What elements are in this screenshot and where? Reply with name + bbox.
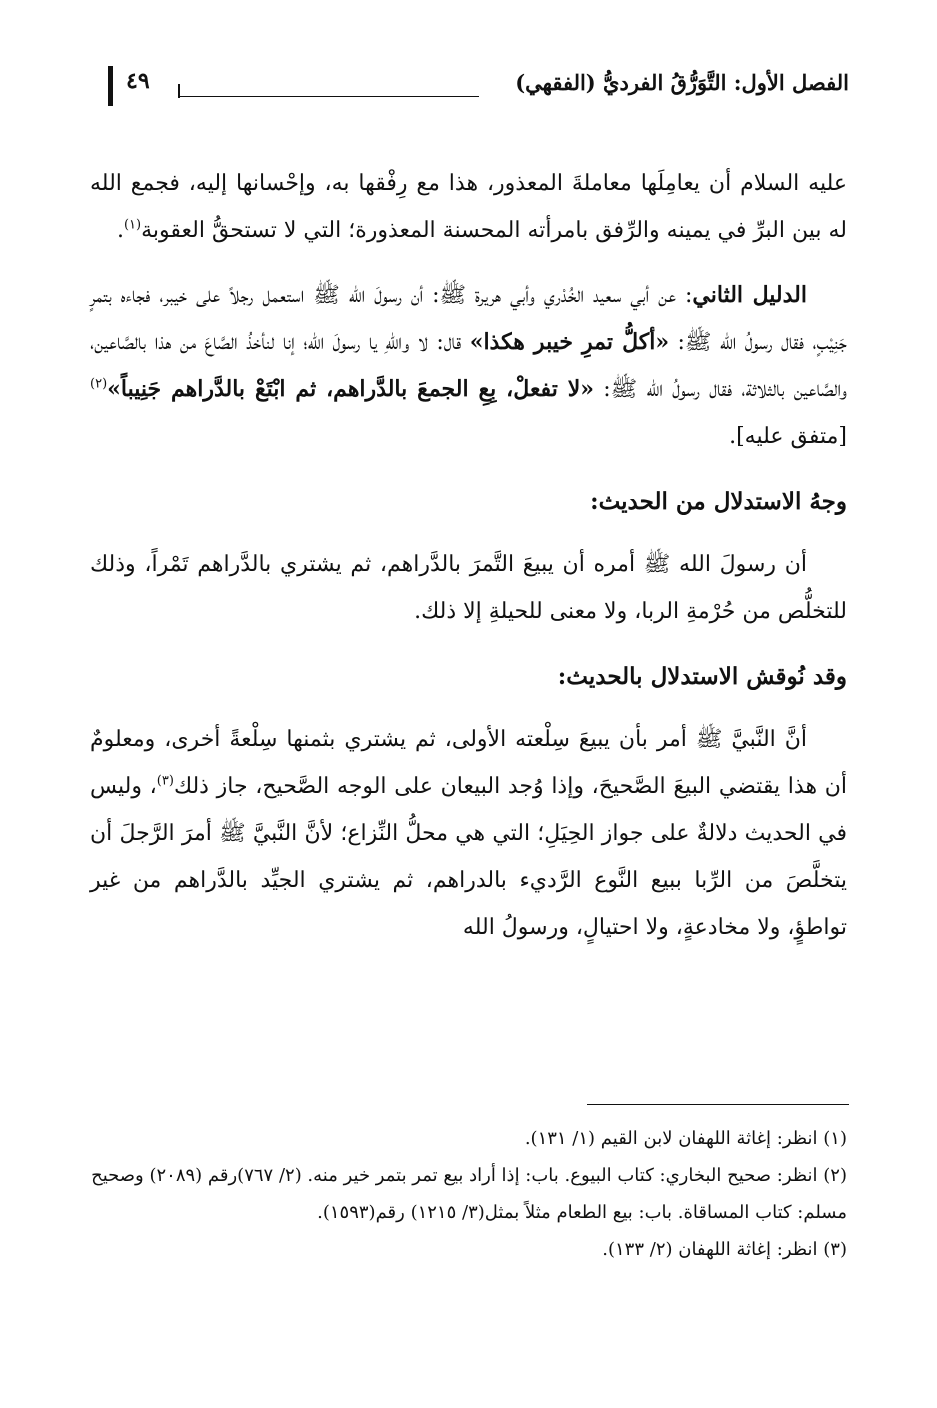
paragraph: أن رسولَ الله ﷺ أمره أن يبيعَ التَّمرَ بالدَّراهم، ثم يشتري بالدَّراهم تَمْراً، وذلك للتخلُّص من حُرْمةِ الربا، ولا معنى للحيلةِ إلا ذلك. [90,552,847,624]
evidence-label: الدليل الثاني [692,282,807,308]
paragraph-text: عليه السلام أن يعامِلَها معاملةَ المعذور، هذا مع رِفْقها به، وإحْسانها إليه، فجمع الله له بين البرِّ في يمينه والرِّفق بامرأته المحسنة المعذورة؛ التي لا تستحقُّ العقوبة [90,171,847,243]
paragraph-text: قال: لا واللهِ يا رسولَ الله؛ إنا لنأخذُ الصَّاعَ من هذا بالصَّاعين، والصَّاعين بالثلاثة، فقال رسولُ الله ﷺ: [90,330,848,402]
footnote: (٢) انظر: صحيح البخاري: كتاب البيوع. باب: إذا أراد بيع تمر بتمر خير منه. (٢/ ٧٦٧)رقم (٢٠٨٩) وصحيح مسلم: كتاب المساقاة. باب: بيع الطعام مثلاً بمثل(٣/ ١٢١٥) رقم(١٥٩٣). [91,1165,847,1223]
chapter-title: الفصل الأول: التَّوَرُّقُ الفرديُّ (الفقهي) [515,70,849,95]
header-rule [178,96,479,97]
source-note: [متفق عليه]. [729,424,847,449]
footnote-ref: (٢) [90,376,108,392]
paragraph [90,716,847,951]
section-heading: وجهُ الاستدلال من الحديث: [590,488,847,515]
hadith-quote: «أكلُّ تمرِ خيبر هكذا» [469,329,670,355]
paragraph [90,272,847,460]
footnote-separator [587,1104,849,1105]
section-heading: وقد نُوقش الاستدلال بالحديث: [557,663,847,690]
footnote: (١) انظر: إغاثة اللهفان لابن القيم (١/ ١٣١). [524,1128,847,1149]
page-number: ٤٩ [126,68,150,94]
footnotes [90,1120,847,1268]
paragraph-text: : عن أبي سعيد الخُدْري وأبي هريرة ﷺ: أن رسولَ الله ﷺ استعمل رجلاً على خيبر، فجاءه بتمرٍ جَنِيْبٍ، فقال رسولُ الله ﷺ: [90,283,847,355]
hadith-quote: «لا تفعلْ، بِعِ الجمعَ بالدَّراهم، ثم ابْتَعْ بالدَّراهم جَنِيباً» [107,376,595,402]
header-tick [178,84,180,98]
footnote-ref: (٣) [156,773,174,789]
running-header [108,66,849,110]
paragraph: عليه السلام أن يعامِلَها معاملةَ المعذور، هذا مع رِفْقها به، وإحْسانها إليه، فجمع الله له بين البرِّ في يمينه والرِّفق بامرأته المحسنة المعذورة؛ التي لا تستحقُّ العقوبة$^{(١)}$. [90,171,847,243]
footnote-ref: (١) [123,217,142,233]
paragraph-text: أنَّ النَّبيَّ ﷺ أمر بأن يبيعَ سِلْعته الأولى، ثم يشتري بثمنها سِلْعةً أخرى، ومعلومٌ أن هذا يقتضي البيعَ الصَّحيحَ، وإذا وُجد البيعان على الوجه الصَّحيح، جاز ذلك [90,727,847,799]
body-text [90,160,847,969]
paragraph-text: ، وليس في الحديث دلالةٌ على جواز الحِيَلِ؛ التي هي محلُّ النِّزاع؛ لأنَّ النَّبيَّ ﷺ أمرَ الرَّجلَ أن يتخلَّصَ من الرِّبا ببيع النَّوع الرَّديء بالدراهم، ثم يشتري الجيِّد بالدَّراهم من غير تواطؤٍ، ولا مخادعةٍ، ولا احتيالٍ، ورسولُ الله [90,774,847,940]
footnote: (٣) انظر: إغاثة اللهفان (٢/ ١٣٣). [602,1239,847,1260]
header-bar [108,66,113,106]
